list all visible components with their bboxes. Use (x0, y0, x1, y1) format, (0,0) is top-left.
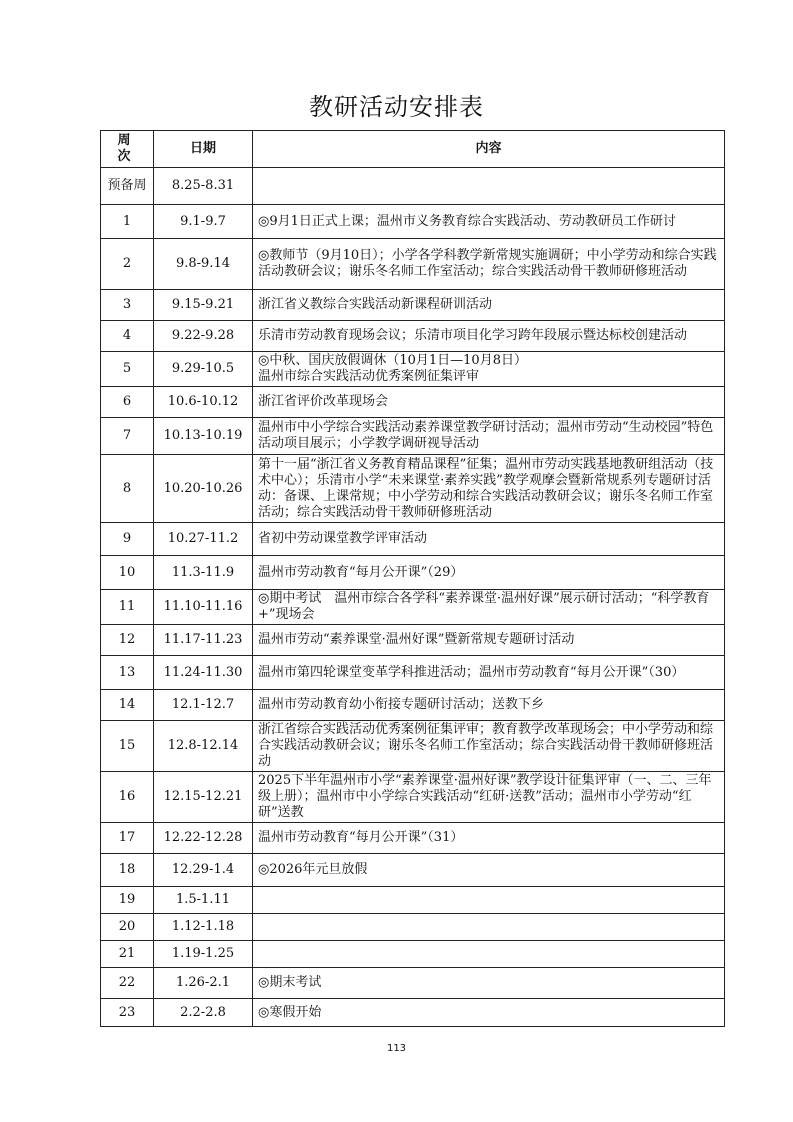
content-cell (253, 887, 725, 914)
date-cell: 2.2-2.8 (154, 999, 253, 1027)
date-cell: 9.1-9.7 (154, 205, 253, 239)
content-cell: 浙江省评价改革现场会 (253, 387, 725, 418)
date-cell: 11.17-11.23 (154, 625, 253, 656)
week-cell: 4 (101, 321, 154, 352)
schedule-table (100, 130, 725, 1027)
page-title: 教研活动安排表 (309, 93, 484, 121)
date-cell: 1.26-2.1 (154, 968, 253, 999)
week-cell: 1 (101, 205, 154, 239)
date-cell: 1.19-1.25 (154, 941, 253, 968)
date-cell: 10.20-10.26 (154, 455, 253, 523)
week-cell: 2 (101, 239, 154, 290)
week-cell: 5 (101, 352, 154, 387)
content-cell: ◎2026年元旦放假 (253, 854, 725, 887)
content-cell: ◎9月1日正式上课；温州市义务教育综合实践活动、劳动教研员工作研讨 (253, 205, 725, 239)
week-cell: 20 (101, 914, 154, 941)
header-content: 内容 (253, 131, 725, 168)
table-row (101, 854, 725, 887)
table-header-row (101, 131, 725, 168)
table-row (101, 656, 725, 690)
date-cell: 9.8-9.14 (154, 239, 253, 290)
table-row (101, 556, 725, 590)
week-cell: 9 (101, 523, 154, 556)
table-row (101, 205, 725, 239)
page-number: 113 (386, 1043, 407, 1054)
date-cell: 12.1-12.7 (154, 690, 253, 721)
table-row (101, 523, 725, 556)
table-row (101, 772, 725, 823)
table-row (101, 387, 725, 418)
week-cell: 21 (101, 941, 154, 968)
week-cell: 10 (101, 556, 154, 590)
date-cell: 11.10-11.16 (154, 590, 253, 625)
table-row (101, 690, 725, 721)
content-cell: 2025下半年温州市小学“素养课堂·温州好课”教学设计征集评审（一、二、三年级上册）；温州市中小学综合实践活动“红研·送教”活动；温州市小学劳动“红研”送教 (253, 772, 725, 823)
content-cell: 乐清市劳动教育现场会议；乐清市项目化学习跨年段展示暨达标校创建活动 (253, 321, 725, 352)
table-row (101, 290, 725, 321)
week-cell: 6 (101, 387, 154, 418)
content-cell: 浙江省义教综合实践活动新课程研训活动 (253, 290, 725, 321)
date-cell: 11.3-11.9 (154, 556, 253, 590)
content-cell: 温州市劳动教育“每月公开课”（29） (253, 556, 725, 590)
date-cell: 9.29-10.5 (154, 352, 253, 387)
content-cell: 温州市劳动教育幼小衔接专题研讨活动；送教下乡 (253, 690, 725, 721)
week-cell: 16 (101, 772, 154, 823)
week-cell: 22 (101, 968, 154, 999)
table-row (101, 625, 725, 656)
date-cell: 9.22-9.28 (154, 321, 253, 352)
date-cell: 12.15-12.21 (154, 772, 253, 823)
table-row (101, 968, 725, 999)
date-cell: 1.12-1.18 (154, 914, 253, 941)
content-cell: ◎寒假开始 (253, 999, 725, 1027)
week-cell: 8 (101, 455, 154, 523)
table-row (101, 823, 725, 854)
table-row (101, 168, 725, 205)
date-cell: 1.5-1.11 (154, 887, 253, 914)
week-cell: 12 (101, 625, 154, 656)
content-cell (253, 168, 725, 205)
week-cell: 13 (101, 656, 154, 690)
table-row (101, 999, 725, 1027)
content-cell: 温州市劳动“素养课堂·温州好课”暨新常规专题研讨活动 (253, 625, 725, 656)
date-cell: 12.22-12.28 (154, 823, 253, 854)
date-cell: 10.27-11.2 (154, 523, 253, 556)
table-row (101, 239, 725, 290)
table-row (101, 941, 725, 968)
date-cell: 11.24-11.30 (154, 656, 253, 690)
date-cell: 12.29-1.4 (154, 854, 253, 887)
content-cell: ◎期末考试 (253, 968, 725, 999)
week-cell: 15 (101, 721, 154, 772)
week-cell: 14 (101, 690, 154, 721)
week-cell: 18 (101, 854, 154, 887)
week-cell: 19 (101, 887, 154, 914)
content-cell: ◎中秋、国庆放假调休（10月1日—10月8日） 温州市综合实践活动优秀案例征集评审 (253, 352, 725, 387)
content-cell: 温州市第四轮课堂变革学科推进活动；温州市劳动教育“每月公开课”（30） (253, 656, 725, 690)
content-cell (253, 914, 725, 941)
table-row (101, 721, 725, 772)
table-row (101, 914, 725, 941)
content-cell (253, 941, 725, 968)
content-cell: 温州市中小学综合实践活动素养课堂教学研讨活动；温州市劳动“生动校园”特色活动项目展示；小学教学调研视导活动 (253, 418, 725, 455)
week-cell: 11 (101, 590, 154, 625)
week-cell: 17 (101, 823, 154, 854)
week-cell: 7 (101, 418, 154, 455)
table-row (101, 418, 725, 455)
date-cell: 8.25-8.31 (154, 168, 253, 205)
date-cell: 9.15-9.21 (154, 290, 253, 321)
table-row (101, 590, 725, 625)
content-cell: ◎教师节（9月10日）；小学各学科教学新常规实施调研；中小学劳动和综合实践活动教研会议；谢乐冬名师工作室活动；综合实践活动骨干教师研修班活动 (253, 239, 725, 290)
content-cell: ◎期中考试 温州市综合各学科“素养课堂·温州好课”展示研讨活动；“科学教育+”现场会 (253, 590, 725, 625)
content-cell: 第十一届“浙江省义务教育精品课程”征集；温州市劳动实践基地教研组活动（技术中心）；乐清市小学“未来课堂·素养实践”教学观摩会暨新常规系列专题研讨活动：备课、上课常规；中小学劳动和综合实践活动教研会议；谢乐冬名师工作室活动；综合实践活动骨干教师研修班活动 (253, 455, 725, 523)
table-row (101, 321, 725, 352)
header-week: 周 次 (101, 131, 154, 168)
header-date: 日期 (154, 131, 253, 168)
content-cell: 省初中劳动课堂教学评审活动 (253, 523, 725, 556)
week-cell: 3 (101, 290, 154, 321)
table-row (101, 887, 725, 914)
content-cell: 温州市劳动教育“每月公开课”（31） (253, 823, 725, 854)
date-cell: 10.13-10.19 (154, 418, 253, 455)
date-cell: 10.6-10.12 (154, 387, 253, 418)
content-cell: 浙江省综合实践活动优秀案例征集评审；教育教学改革现场会；中小学劳动和综合实践活动教研会议；谢乐冬名师工作室活动；综合实践活动骨干教师研修班活动 (253, 721, 725, 772)
table-row (101, 455, 725, 523)
week-cell: 23 (101, 999, 154, 1027)
week-cell: 预备周 (101, 168, 154, 205)
table-row (101, 352, 725, 387)
date-cell: 12.8-12.14 (154, 721, 253, 772)
